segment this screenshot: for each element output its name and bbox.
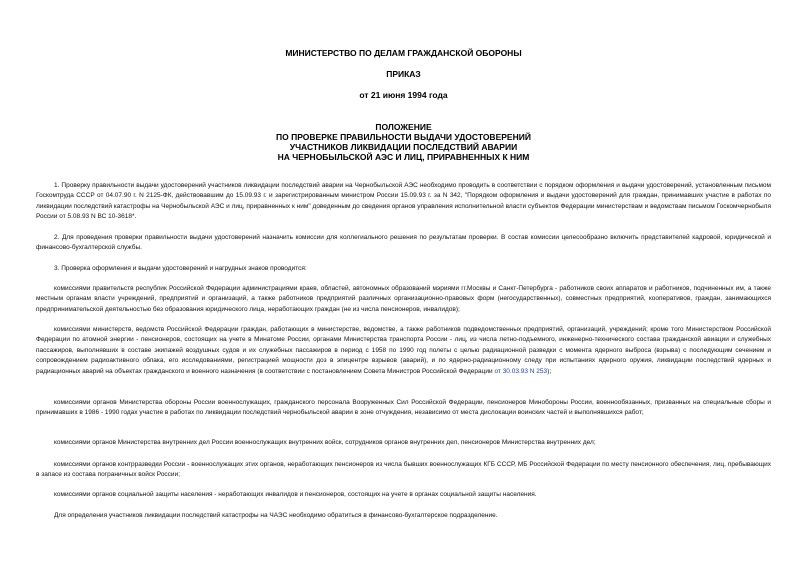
- paragraph-9: комиссиями органов социальной защиты населения - неработающих инвалидов и пенсионеров, состоящих на учете в органах социальной защиты населения.: [54, 491, 537, 498]
- paragraph-8: комиссиями органов контрразведки России - военнослужащих этих органов, неработающих пенсионеров из числа бывших военнослужащих КГБ СССР, МБ Российской Федерации по месту пенсионного обеспечения, лиц, пребывающих в запасе из состава пограничных войск России;: [36, 461, 771, 479]
- title-line-4: НА ЧЕРНОБЫЛЬСКОЙ АЭС И ЛИЦ, ПРИРАВНЕННЫХ К НИМ: [277, 152, 530, 162]
- decree-link[interactable]: от 30.03.93 N 253: [494, 367, 548, 375]
- title-line-1: ПОЛОЖЕНИЕ: [375, 122, 432, 132]
- paragraph-6: комиссиями органов Министерства обороны России военнослужащих, гражданского персонала Вооруженных Сил Российской Федерации, пенсионеров Минобороны России, военнообязанных, призванных на специальные сборы и принимавших в 1986 - 1990 годах участие в работах по ликвидации последствий чернобыльской аварии в зоне отчуждения, независимо от места дислокации воинских частей и выполнявшихся работ;: [36, 399, 771, 417]
- paragraph-3: 3. Проверка оформления и выдачи удостоверений и нагрудных знаков проводится:: [54, 265, 307, 272]
- paragraph-4: комиссиями правительств республик Российской Федерации администрациями краев, областей, автономных образований мэриями гг.Москвы и Санкт-Петербурга - работников своих аппаратов и работников, подчиненных им, а также местным органам власти учреждений, предприятий и организаций, а также работников предприятий различных организационно-правовых форм (негосударственных), совместных предприятий, кооперативов, граждан, занимающихся предпринимательской деятельностью без образования юридического лица, неработающих граждан (не из числа пенсионеров, инвалидов);: [36, 285, 771, 313]
- paragraph-10: Для определения участников ликвидации последствий катастрофы на ЧАЭС необходимо обратиться в финансово-бухгалтерское подразделение.: [54, 512, 498, 519]
- title-line-2: ПО ПРОВЕРКЕ ПРАВИЛЬНОСТИ ВЫДАЧИ УДОСТОВЕРЕНИЙ: [276, 132, 531, 142]
- paragraph-1: 1. Проверку правильности выдачи удостоверений участников ликвидации последствий аварии на Чернобыльской АЭС необходимо проводить в соответствии с порядком оформления и выдачи удостоверений, установленным письмом Госкомтруда СССР от 04.07.90 г. N 2125-ФК, действовавшим до 15.09.93 г. и зарегистрированным министром России 15.09.93 г. за N 342, "Порядком оформления и выдачи удостоверений для граждан, принимавших участие в работах по ликвидации последствий катастрофы на Чернобыльской АЭС и лиц, приравненных к ним" доведенным до сведения органов управления исполнительной власти субъектов Федерации министерствам и ведомствам письмом Госкомчернобыля России от 5.08.93 N ВС 10-3618*.: [36, 182, 771, 221]
- document-title: [0, 122, 807, 162]
- title-line-3: УЧАСТНИКОВ ЛИКВИДАЦИИ ПОСЛЕДСТВИЙ АВАРИИ: [289, 142, 518, 152]
- paragraph-2: 2. Для проведения проверки правильности выдачи удостоверений назначить комиссии для коллегиального решения по результатам проверки. В состав комиссии целесообразно включить представителей кадровой, юридической и финансово-бухгалтерской службы.: [36, 234, 771, 252]
- paragraph-5-text: комиссиями министерств, ведомств Российской Федерации граждан, работающих в министерстве, ведомстве, а также работников подведомственных предприятий, организаций, учреждений; кроме того Министерством Российской Федерации по атомной энергии - пенсионеров, состоящих на учете в Минатоме России, органами Министерства транспорта России - лиц, из числа летно-подъемного, инженерно-технического состава гражданской авиации и служебных пассажиров, выполнявших в составе экипажей воздушных судов и их служебных пассажиров в период с 1958 по 1990 год полеты с целью радиационной разведки с момента ядерного выброса (взрыва) с последующим сечением и сопровождением радиоактивного облака, его исследованиями, регистрацией мощности доз в эпицентре взрывов (аварий), и по ядерно-радиационному следу при испытаниях ядерного оружия, ликвидации последствий ядерных и радиационных аварий на объектах гражданского и военного назначения (в соответствии с постановлением Совета Министров Российской Федерации: [36, 326, 771, 375]
- paragraph-5-end: );: [547, 367, 552, 375]
- order-date: от 21 июня 1994 года: [359, 90, 448, 100]
- ministry-heading: МИНИСТЕРСТВО ПО ДЕЛАМ ГРАЖДАНСКОЙ ОБОРОНЫ: [285, 48, 522, 58]
- paragraph-5: [36, 325, 771, 377]
- paragraph-7: комиссиями органов Министерства внутренних дел России военнослужащих внутренних войск, сотрудников органов внутренних дел, пенсионеров Министерства внутренних дел;: [54, 439, 596, 446]
- order-heading: ПРИКАЗ: [386, 69, 421, 79]
